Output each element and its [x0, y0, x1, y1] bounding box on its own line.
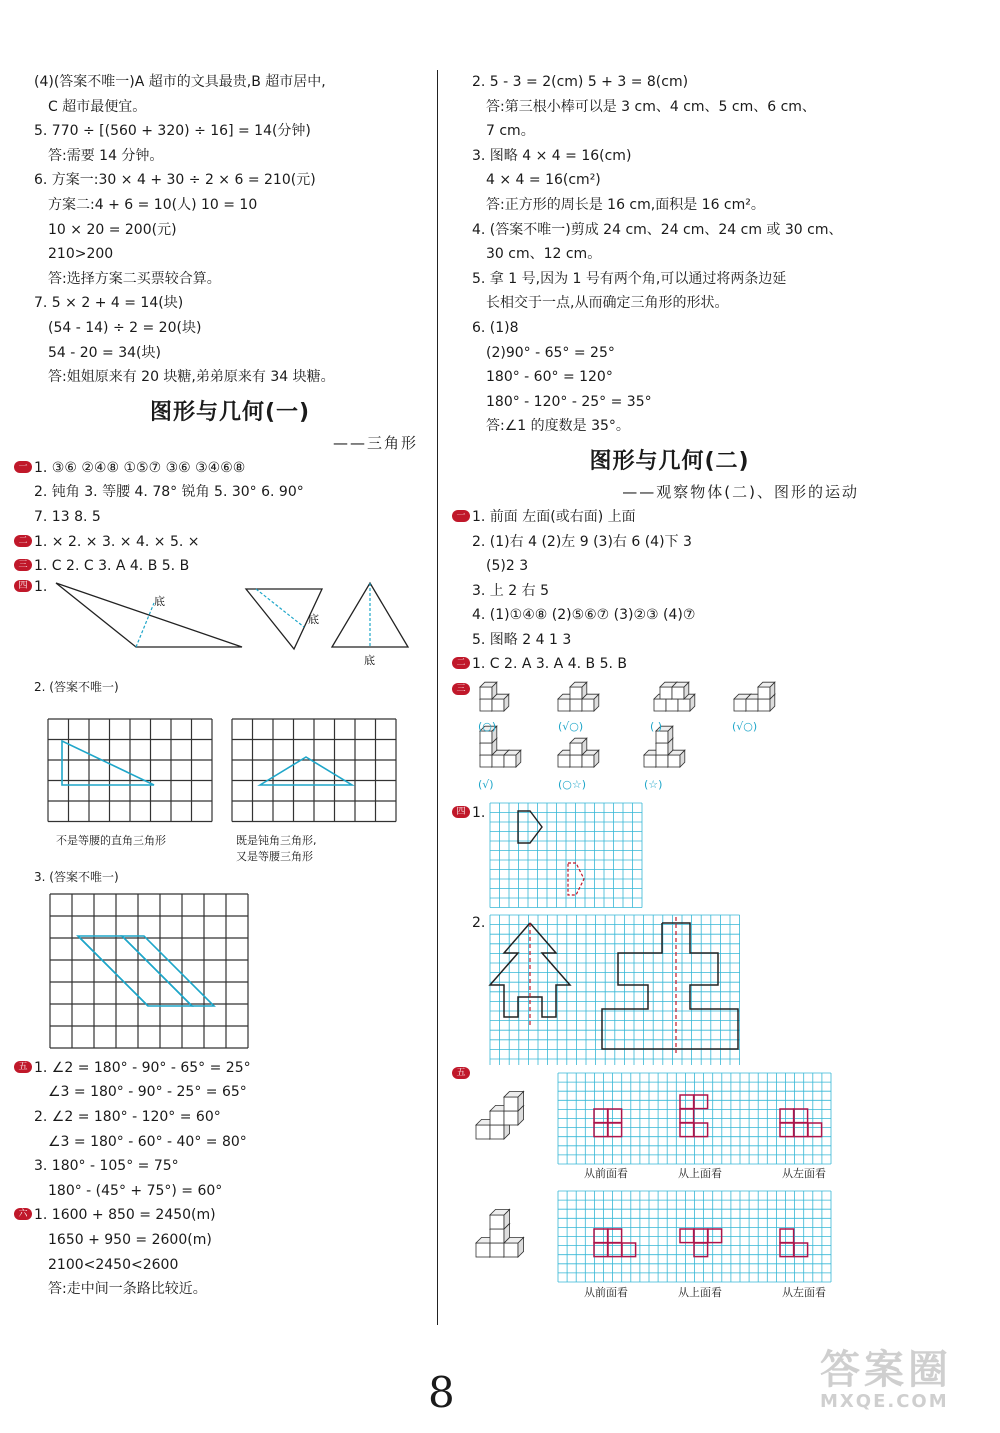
left-top-line: 6. 方案一:30 × 4 + 30 ÷ 2 × 6 = 210(元): [34, 172, 316, 189]
left-top-line: 答:姐姐原来有 20 块糖,弟弟原来有 34 块糖。: [48, 369, 335, 386]
view-square: [608, 1229, 622, 1243]
triangle-heights-figure: 四 1. 底 底 底: [34, 579, 426, 675]
left-part5-line: 五 1. ∠2 = 180° - 90° - 65° = 25°: [34, 1056, 426, 1081]
grid-figures-q2: [34, 699, 426, 865]
cube-face: [656, 755, 668, 767]
left-top-line: 方案二:4 + 6 = 10(人) 10 = 10: [48, 196, 258, 213]
view-label-top-2: 从上面看: [678, 1286, 722, 1300]
cube-face: [504, 1243, 518, 1257]
view-square: [680, 1095, 694, 1109]
left-column: [18, 70, 426, 1302]
view-square: [694, 1095, 708, 1109]
left-top-line: 答:选择方案二买票较合算。: [48, 270, 221, 287]
right-part1-line: (5)2 3: [486, 558, 529, 575]
right-top-line: 5. 拿 1 号,因为 1 号有两个角,可以通过将两条边延: [472, 270, 787, 287]
right-top-line: (2)90° - 65° = 25°: [486, 344, 615, 361]
solid-figure-1: [476, 1091, 524, 1139]
symmetry-grid-svg: [472, 913, 867, 1065]
view-square: [794, 1109, 808, 1123]
left-top-line: 10 × 20 = 200(元): [48, 221, 177, 238]
cube-face: [570, 687, 582, 699]
cubes-row-1: [480, 682, 775, 711]
view-square: [708, 1229, 722, 1243]
left-part5-line: 3. 180° - 105° = 75°: [34, 1158, 179, 1175]
right-top-line: 6. (1)8: [472, 319, 519, 336]
section-subtitle-triangle: ——三角形: [332, 433, 418, 452]
left-part6-line: 2100<2450<2600: [48, 1256, 179, 1273]
cube-face: [490, 1215, 504, 1229]
part-badge-2: 二: [14, 535, 32, 547]
view-label-left-1: 从左面看: [782, 1167, 826, 1181]
right-top-answers: [472, 70, 867, 439]
grid-e: [490, 915, 740, 1065]
cube-face: [504, 1111, 518, 1125]
right-top-line: 30 cm、12 cm。: [486, 246, 602, 263]
right-triangle-drawn: [62, 741, 154, 785]
cube-face: [654, 699, 666, 711]
cube-face: [492, 699, 504, 711]
cube-face: [758, 699, 770, 711]
left-top-line: C 超市最便宜。: [48, 98, 147, 115]
acute-height: [256, 589, 304, 627]
part-badge: 五: [14, 1061, 32, 1073]
cube-face: [746, 699, 758, 711]
section-subtitle-observe: ——观察物体(二)、图形的运动: [622, 482, 859, 501]
grid-caption-1: 不是等腰的直角三角形: [56, 834, 166, 848]
cube-face: [582, 755, 594, 767]
cube-face: [480, 743, 492, 755]
cube-face: [480, 699, 492, 711]
right-top-line: 答:∠1 的度数是 35°。: [486, 418, 630, 435]
arrow-shape-original: [518, 811, 542, 843]
three-views-svg: [472, 1065, 867, 1305]
part-badge-4: 四: [14, 580, 32, 592]
watermark: [820, 1338, 1000, 1433]
part-badge: 一: [452, 510, 470, 522]
cube-face: [570, 743, 582, 755]
left-part5-line: ∠3 = 180° - 60° - 40° = 80°: [48, 1133, 247, 1150]
base-label-1: 底: [154, 594, 165, 608]
cube-answer: (√○): [732, 720, 758, 734]
left-top-answers: [34, 70, 426, 390]
base-label-3: 底: [364, 653, 375, 667]
cube-face: [492, 755, 504, 767]
part3-line: 三 1. C 2. C 3. A 4. B 5. B: [34, 554, 426, 579]
view-square: [780, 1109, 794, 1123]
view-square: [694, 1123, 708, 1137]
right-part1-line: 5. 图略 2 4 1 3: [472, 631, 572, 648]
view-square: [780, 1123, 794, 1137]
cube-answer: (√○): [558, 720, 584, 734]
right-part1-line: 2. (1)右 4 (2)左 9 (3)右 6 (4)下 3: [472, 533, 692, 550]
part4-q2-label: 2. (答案不唯一): [34, 679, 119, 694]
right-badge-3: 三: [452, 683, 470, 695]
view-label-front-1: 从前面看: [584, 1167, 628, 1181]
cube-face: [490, 1111, 504, 1125]
translation-grid-svg: [472, 801, 867, 913]
cube-face: [582, 699, 594, 711]
left-top-line: 5. 770 ÷ [(560 + 320) ÷ 16] = 14(分钟): [34, 123, 311, 140]
right-badge-5: 五: [452, 1067, 470, 1079]
cube-face: [758, 687, 770, 699]
obtuse-height: [136, 603, 154, 647]
parallelogram-part-1: [78, 936, 192, 1006]
cube-face: [668, 755, 680, 767]
column-divider: [437, 70, 438, 1325]
view-square: [680, 1123, 694, 1137]
section-title-geometry-1: 图形与几何(一): [149, 399, 311, 425]
part4-q3-label: 3. (答案不唯一): [34, 870, 119, 885]
right-column: [456, 70, 867, 1305]
cube-answer: ( ): [650, 720, 663, 734]
right-part1-answers: [456, 505, 867, 653]
cube-face: [476, 1125, 490, 1139]
cube-face: [734, 699, 746, 711]
cube-face: [678, 699, 690, 711]
cube-answer: (○): [478, 720, 497, 734]
grid-svg-q3: [34, 890, 426, 1050]
view-square: [694, 1229, 708, 1243]
right-part1-line: 4. (1)①④⑧ (2)⑤⑥⑦ (3)②③ (4)⑦: [472, 607, 696, 624]
left-part5-line: 180° - (45° + 75°) = 60°: [48, 1182, 223, 1199]
views-row-2: [594, 1229, 808, 1257]
part6-answers: [18, 1203, 426, 1301]
cube-answer: (☆): [644, 778, 663, 792]
views-row-1: [594, 1095, 822, 1137]
base-label-2: 底: [308, 612, 319, 626]
watermark-line-2: MXQE.COM: [820, 1391, 949, 1412]
view-square: [594, 1123, 608, 1137]
grid-figure-q3: [34, 890, 426, 1056]
cube-face: [570, 755, 582, 767]
right-part2-line: 二 1. C 2. A 3. A 4. B 5. B: [472, 652, 867, 677]
view-square: [780, 1229, 794, 1243]
cube-options-figure: [456, 677, 867, 801]
part-badge-3: 三: [14, 559, 32, 571]
cube-face: [656, 743, 668, 755]
right-top-line: 3. 图略 4 × 4 = 16(cm): [472, 147, 632, 164]
right-top-line: 180° - 60° = 120°: [486, 369, 613, 386]
view-label-left-2: 从左面看: [782, 1286, 826, 1300]
view-square: [594, 1229, 608, 1243]
view-label-top-1: 从上面看: [678, 1167, 722, 1181]
cube-face: [660, 687, 672, 699]
left-part5-line: ∠3 = 180° - 90° - 25° = 65°: [48, 1084, 247, 1101]
right-top-line: 4 × 4 = 16(cm²): [486, 172, 601, 189]
cube-face: [480, 687, 492, 699]
grid-caption-2a: 既是钝角三角形,: [236, 834, 317, 848]
cube-answer: (○☆): [558, 778, 587, 792]
cube-face: [490, 1125, 504, 1139]
part5-answers: [18, 1056, 426, 1204]
part1-line-1: 一 1. ③⑥ ②④⑧ ①⑤⑦ ③⑥ ③④⑥⑧: [34, 456, 426, 481]
right-badge-2: 二: [452, 657, 470, 669]
grid-svg-q2: [34, 699, 426, 827]
right-top-line: 4. (答案不唯一)剪成 24 cm、24 cm、24 cm 或 30 cm、: [472, 221, 843, 238]
watermark-line-1: 答案圈: [820, 1347, 952, 1393]
left-top-line: 54 - 20 = 34(块): [48, 344, 161, 361]
left-top-line: 7. 5 × 2 + 4 = 14(块): [34, 295, 184, 312]
right-badge-4: 四: [452, 806, 470, 818]
cube-face: [504, 1097, 518, 1111]
solid-figure-2: [476, 1209, 524, 1257]
left-top-line: 210>200: [48, 246, 114, 263]
right-top-line: 7 cm。: [486, 123, 535, 140]
right-part1-line: 3. 上 2 右 5: [472, 582, 549, 599]
obtuse-triangle: [56, 583, 242, 647]
part1-line-2: 2. 钝角 3. 等腰 4. 78° 锐角 5. 30° 6. 90°: [34, 484, 304, 501]
view-square: [680, 1109, 694, 1123]
parallelogram-part-2: [122, 936, 214, 1006]
view-square: [808, 1123, 822, 1137]
grid-caption-2b: 又是等腰三角形: [236, 850, 313, 864]
grid-f: [558, 1073, 831, 1164]
part1-line-3: 7. 13 8. 5: [34, 508, 101, 525]
cube-face: [644, 755, 656, 767]
view-square: [594, 1109, 608, 1123]
grid-a: [48, 719, 212, 822]
cube-face: [558, 755, 570, 767]
cube-face: [490, 1229, 504, 1243]
left-top-line: (54 - 14) ÷ 2 = 20(块): [48, 319, 202, 336]
symmetry-grid-figure: 2.: [472, 913, 867, 1065]
grid-c: [50, 894, 248, 1048]
cube-face: [504, 755, 516, 767]
cube-face: [666, 699, 678, 711]
right-top-line: 长相交于一点,从而确定三角形的形状。: [486, 295, 729, 312]
left-top-line: (4)(答案不唯一)A 超市的文具最贵,B 超市居中,: [34, 74, 326, 90]
view-square: [608, 1123, 622, 1137]
grid-d: [490, 803, 642, 908]
cube-face: [570, 699, 582, 711]
part-badge-1: 一: [14, 461, 32, 473]
cube-answer: (√): [478, 778, 494, 792]
view-label-front-2: 从前面看: [584, 1286, 628, 1300]
cube-face: [480, 755, 492, 767]
cube-face: [558, 699, 570, 711]
left-part6-line: 答:走中间一条路比较近。: [48, 1281, 207, 1298]
right-part1-line: 一 1. 前面 左面(或右面) 上面: [472, 505, 867, 530]
section-title-geometry-2: 图形与几何(二): [589, 448, 750, 474]
right-top-line: 答:第三根小棒可以是 3 cm、4 cm、5 cm、6 cm、: [486, 98, 816, 115]
left-part6-line: 1650 + 950 = 2600(m): [48, 1232, 212, 1249]
left-part6-line: 六 1. 1600 + 850 = 2450(m): [34, 1203, 426, 1228]
translation-grid-figure: 四 1.: [472, 801, 867, 913]
part2-line: 二 1. × 2. × 3. × 4. × 5. ×: [34, 530, 426, 555]
cube-options-svg: [472, 677, 867, 801]
page-number: 8: [428, 1368, 455, 1417]
left-top-line: 答:需要 14 分钟。: [48, 147, 164, 164]
view-square: [608, 1109, 622, 1123]
right-top-line: 答:正方形的周长是 16 cm,面积是 16 cm²。: [486, 196, 765, 213]
part-badge: 六: [14, 1208, 32, 1220]
grid-b: [232, 719, 396, 822]
right-top-line: 180° - 120° - 25° = 35°: [486, 393, 652, 410]
right-top-line: 2. 5 - 3 = 2(cm) 5 + 3 = 8(cm): [472, 74, 689, 90]
cube-face: [476, 1243, 490, 1257]
cube-face: [672, 687, 684, 699]
three-views-figure: [456, 1065, 867, 1305]
view-square: [794, 1123, 808, 1137]
view-square: [680, 1229, 694, 1243]
triangles-svg: [34, 579, 426, 675]
left-part5-line: 2. ∠2 = 180° - 120° = 60°: [34, 1109, 221, 1126]
cube-face: [490, 1243, 504, 1257]
